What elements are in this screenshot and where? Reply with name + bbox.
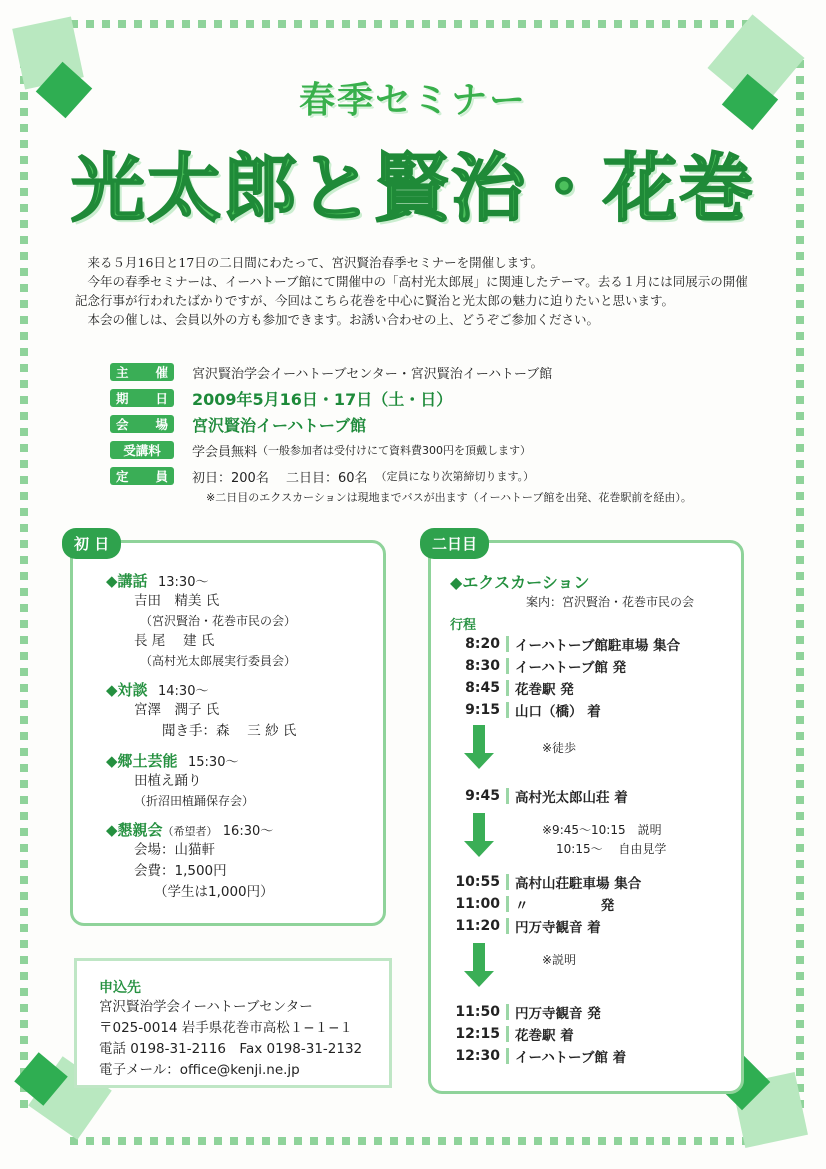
event-info [110,359,750,505]
itinerary-label: 行程 [450,618,477,633]
page-subtitle: 春季セミナー [298,80,527,121]
schedule-row: 8:20 イーハトーブ館駐車場 集合 [450,633,730,655]
down-arrow-icon [464,807,494,871]
schedule-row: 8:45 花巻駅 発 [450,677,730,699]
host-label: 主 催 [110,363,174,381]
fee-note: （一般参加者は受付けにて資料費300円を頂戴します） [257,444,532,457]
date-label: 期 日 [110,389,174,407]
schedule-row: 12:30 イーハトーブ館 着 [450,1045,730,1067]
intro-text [75,253,755,329]
lecture-speaker2: 長 尾 建 氏 [134,633,215,649]
schedule-block-2 [450,785,730,807]
schedule-block-4 [450,1001,730,1067]
schedule-row: 9:15 山口（橋） 着 [450,699,730,721]
schedule-row: 11:00 〃 発 [450,893,730,915]
capacity-value: 初日：200名 二日目：60名 [192,470,368,486]
bus-note: ※二日目のエクスカーションは現地までバスが出ます（イーハトーブ館を出発、花巻駅前を経由）。 [206,491,692,504]
schedule-row: 8:30 イーハトーブ館 発 [450,655,730,677]
intro-paragraph: 本会の催しは、会員以外の方も参加できます。お誘い合わせの上、どうぞご参加ください。 [87,312,600,327]
day2-tag: 二日目 [420,528,489,559]
venue-label: 会 場 [110,415,174,433]
explain-note-2: ※説明 [542,953,577,967]
folk-group: （折沼田植踊保存会） [134,794,255,808]
walk-note: ※徒歩 [542,741,577,755]
apply-address: 〒025-0014 岩手県花巻市高松１−１−１ [99,1020,353,1036]
day1-content [106,570,376,903]
schedule-block-3 [450,871,730,937]
schedule-row: 9:45 高村光太郎山荘 着 [450,785,730,807]
capacity-note: （定員になり次第締切ります。） [375,470,535,483]
party-student: （学生は1,000円） [154,884,274,900]
day2-content [450,570,730,1067]
apply-email: 電子メール：office@kenji.ne.jp [99,1062,300,1078]
schedule-row: 12:15 花巻駅 着 [450,1023,730,1045]
walk-segment [450,721,730,785]
info-row-host [110,359,750,385]
explain-segment-2 [450,937,730,1001]
info-row-fee [110,437,750,463]
info-row-venue [110,411,750,437]
day1-tag: 初 日 [62,528,121,559]
fee-value: 学会員無料 [192,444,258,460]
page-title: 光太郎と賢治・花巻 [71,146,755,232]
fee-label: 受講料 [110,441,174,459]
folk-heading: ◆郷土芸能 15:30～ [106,752,239,770]
dialogue-interviewer: 聞き手：森 三 紗 氏 [162,723,297,739]
folk-name: 田植え踊り [134,773,202,789]
apply-title: 申込先 [99,980,141,996]
date-value: 2009年5月16日・17日（土・日） [192,389,453,409]
apply-org: 宮沢賢治学会イーハトーブセンター [99,999,313,1015]
explain-segment [450,807,730,871]
info-row-date [110,385,750,411]
apply-box [74,958,392,1088]
lecture-speaker1: 吉田 精美 氏 [134,593,220,609]
party-venue: 会場：山猫軒 [134,842,215,858]
schedule-row: 10:55 高村山荘駐車場 集合 [450,871,730,893]
lecture-org1: （宮沢賢治・花巻市民の会） [140,614,297,628]
explain-note: ※9:45～10:15 説明 [542,823,662,837]
excursion-guide: 案内：宮沢賢治・花巻市民の会 [526,595,695,609]
schedule-block-1 [450,633,730,721]
host-value: 宮沢賢治学会イーハトーブセンター・宮沢賢治イーハトーブ館 [192,366,553,382]
down-arrow-icon [464,937,494,1001]
capacity-label: 定 員 [110,467,174,485]
intro-paragraph: 今年の春季セミナーは、イーハトーブ館にて開催中の「高村光太郎展」に関連したテーマ。去る１月には同展示の開催記念行事が行われたばかりですが、今回はこちら花巻を中心に賢治と光太郎の魅力に迫りたいと思います。 [75,274,748,308]
schedule-row: 11:50 円万寺観音 発 [450,1001,730,1023]
party-fee: 会費：1,500円 [134,863,227,879]
apply-phone: 電話 0198-31-2116 Fax 0198-31-2132 [99,1041,363,1057]
lecture-org2: （高村光太郎展実行委員会） [140,654,297,668]
border-bottom [70,1137,756,1145]
party-heading: ◆懇親会（希望者） 16:30～ [106,821,274,839]
venue-value: 宮沢賢治イーハトーブ館 [192,415,367,435]
free-viewing-note: 10:15～ 自由見学 [556,842,667,856]
excursion-heading: ◆エクスカーション [450,573,590,592]
schedule-row: 11:20 円万寺観音 着 [450,915,730,937]
info-row-capacity [110,463,750,489]
border-top [70,20,756,28]
dialogue-person: 宮澤 潤子 氏 [134,702,220,718]
down-arrow-icon [464,721,494,785]
intro-paragraph: 来る５月16日と17日の二日間にわたって、宮沢賢治春季セミナーを開催します。 [87,255,544,270]
dialogue-heading: ◆対談 14:30～ [106,681,209,699]
lecture-heading: ◆講話 13:30～ [106,572,209,590]
